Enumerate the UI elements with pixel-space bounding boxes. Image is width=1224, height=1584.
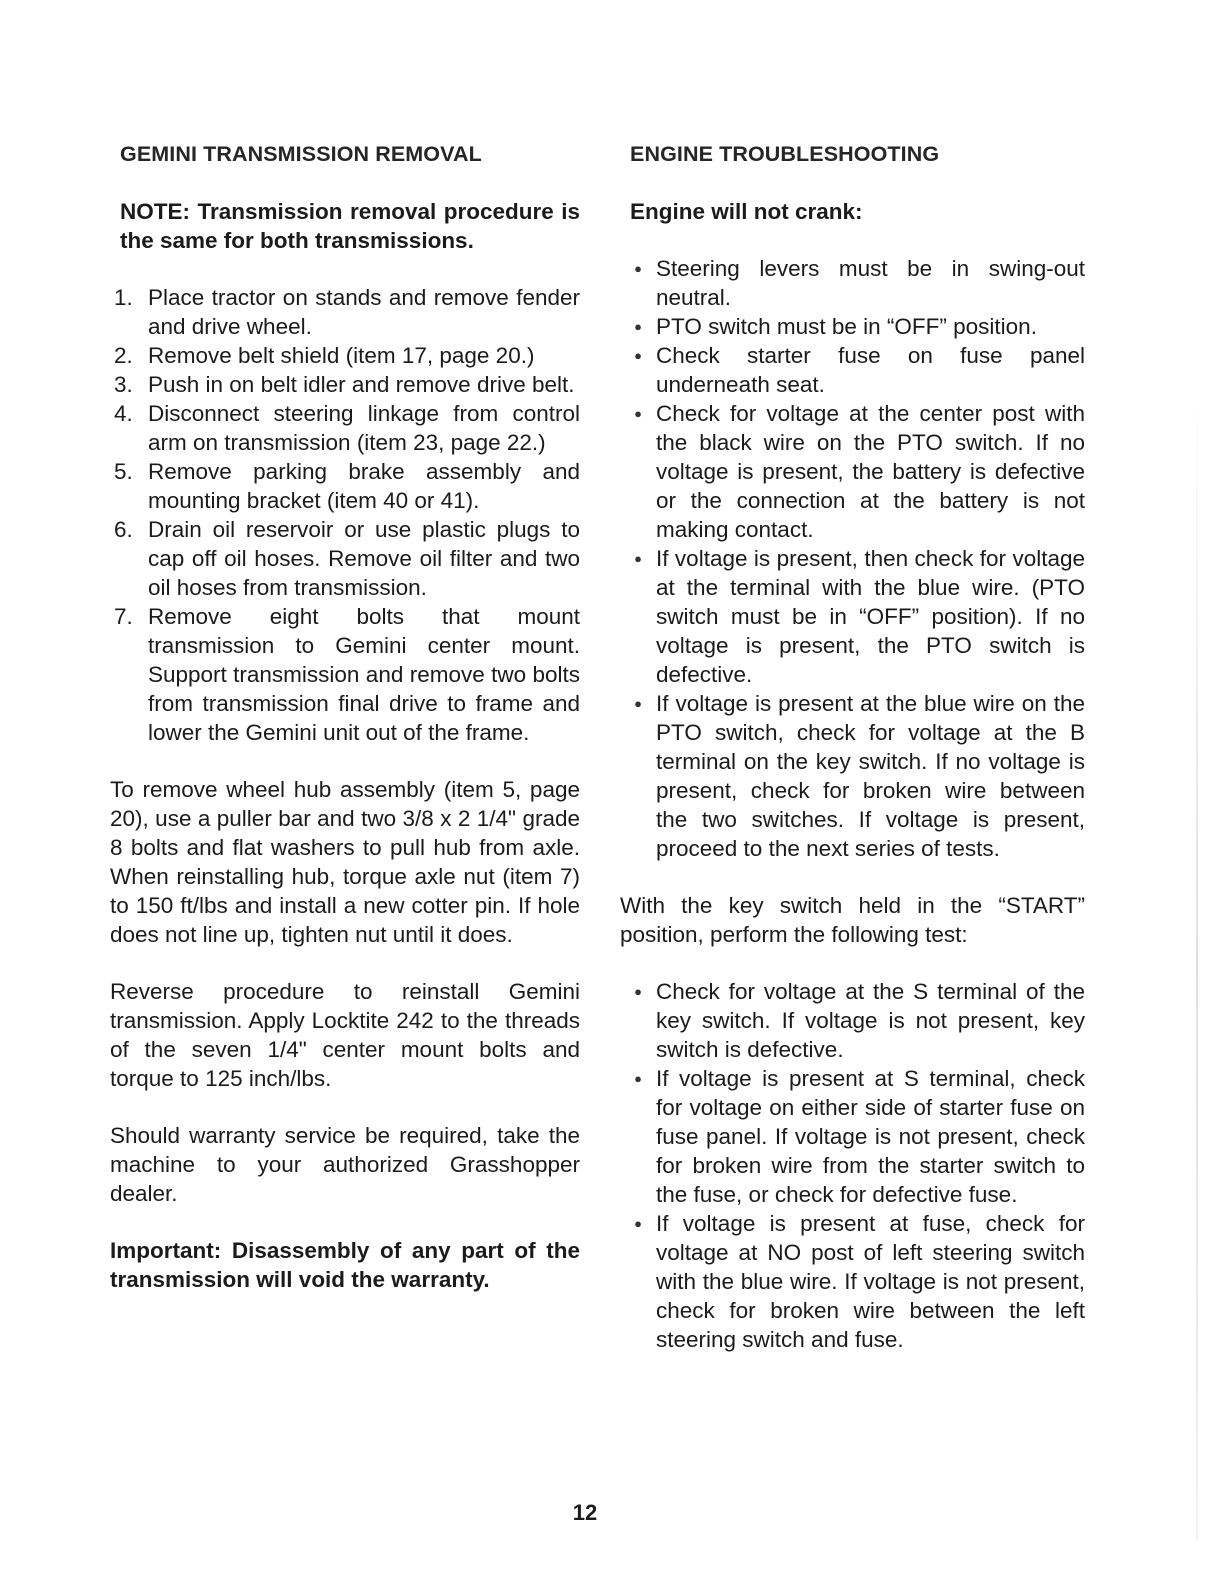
step-text: Place tractor on stands and remove fender and drive wheel. <box>148 285 580 339</box>
list-item <box>110 341 580 370</box>
step-number: 4. <box>114 401 133 426</box>
list-item <box>110 515 580 602</box>
crank-checks-list <box>620 254 1085 863</box>
list-item <box>620 341 1085 399</box>
engine-will-not-crank-subheading: Engine will not crank: <box>630 199 863 224</box>
bullet-text: If voltage is present at fuse, check for voltage at NO post of left steering switch with the blue wire. If voltage is not present, check for broken wire between the left steering switch and fuse. <box>656 1211 1085 1352</box>
list-item <box>620 977 1085 1064</box>
step-number: 5. <box>114 459 133 484</box>
bullet-text: If voltage is present at S terminal, check for voltage on either side of starter fuse on fuse panel. If voltage is not present, check for broken wire from the starter switch to the fuse, or check for defective fuse. <box>656 1066 1085 1207</box>
step-number: 7. <box>114 604 133 629</box>
bullet-icon: ● <box>634 551 642 566</box>
step-text: Remove belt shield (item 17, page 20.) <box>148 343 535 368</box>
list-item <box>620 689 1085 863</box>
list-item <box>620 312 1085 341</box>
step-number: 1. <box>114 285 133 310</box>
bullet-text: Check for voltage at the center post with the black wire on the PTO switch. If no voltage is present, the battery is defective or the connection at the battery is not making contact. <box>656 401 1085 542</box>
page-number: 12 <box>572 1500 598 1525</box>
scan-edge-shadow <box>1196 380 1198 1540</box>
step-text: Disconnect steering linkage from control arm on transmission (item 23, page 22.) <box>148 401 580 455</box>
list-item <box>620 399 1085 544</box>
warranty-important-notice: Important: Disassembly of any part of the transmission will void the warranty. <box>110 1238 580 1292</box>
removal-steps-list <box>110 283 580 747</box>
step-number: 3. <box>114 372 133 397</box>
bullet-text: If voltage is present, then check for voltage at the terminal with the blue wire. (PTO switch must be in “OFF” position). If no voltage is present, the PTO switch is defective. <box>656 546 1085 687</box>
bullet-text: Check starter fuse on fuse panel underneath seat. <box>656 343 1085 397</box>
step-number: 6. <box>114 517 133 542</box>
bullet-text: If voltage is present at the blue wire on the PTO switch, check for voltage at the B terminal on the key switch. If no voltage is present, check for broken wire between the two switches. If voltage is present, proceed to the next series of tests. <box>656 691 1085 861</box>
reinstall-paragraph: Reverse procedure to reinstall Gemini transmission. Apply Locktite 242 to the threads of the seven 1/4" center mount bolts and torque to 125 inch/lbs. <box>110 979 580 1091</box>
list-item <box>110 283 580 341</box>
list-item <box>620 1064 1085 1209</box>
bullet-text: PTO switch must be in “OFF” position. <box>656 314 1037 339</box>
list-item <box>620 544 1085 689</box>
bullet-icon: ● <box>634 348 642 363</box>
bullet-icon: ● <box>634 984 642 999</box>
step-text: Drain oil reservoir or use plastic plugs to cap off oil hoses. Remove oil filter and two oil hoses from transmission. <box>148 517 580 600</box>
warranty-paragraph: Should warranty service be required, take the machine to your authorized Grasshopper dealer. <box>110 1123 580 1206</box>
bullet-icon: ● <box>634 1071 642 1086</box>
list-item <box>110 602 580 747</box>
start-checks-list <box>620 977 1085 1354</box>
transmission-removal-heading: GEMINI TRANSMISSION REMOVAL <box>120 142 482 166</box>
wheel-hub-paragraph: To remove wheel hub assembly (item 5, page 20), use a puller bar and two 3/8 x 2 1/4" grade 8 bolts and flat washers to pull hub from axle. When reinstalling hub, torque axle nut (item 7) to 150 ft/lbs and install a new cotter pin. If hole does not line up, tighten nut until it does. <box>110 777 580 947</box>
transmission-note: NOTE: Transmission removal procedure is the same for both transmissions. <box>120 199 580 253</box>
left-column <box>110 140 580 1294</box>
bullet-icon: ● <box>634 319 642 334</box>
bullet-text: Check for voltage at the S terminal of the key switch. If voltage is not present, key switch is defective. <box>656 979 1085 1062</box>
list-item <box>620 1209 1085 1354</box>
bullet-icon: ● <box>634 261 642 276</box>
list-item <box>110 370 580 399</box>
bullet-icon: ● <box>634 406 642 421</box>
bullet-icon: ● <box>634 696 642 711</box>
engine-troubleshooting-heading: ENGINE TROUBLESHOOTING <box>630 142 940 166</box>
bullet-text: Steering levers must be in swing-out neutral. <box>656 256 1085 310</box>
step-text: Remove eight bolts that mount transmission to Gemini center mount. Support transmission and remove two bolts from transmission final drive to frame and lower the Gemini unit out of the frame. <box>148 604 580 745</box>
list-item <box>110 457 580 515</box>
start-position-paragraph: With the key switch held in the “START” position, perform the following test: <box>620 893 1085 947</box>
list-item <box>110 399 580 457</box>
list-item <box>620 254 1085 312</box>
bullet-icon: ● <box>634 1216 642 1231</box>
step-text: Remove parking brake assembly and mounting bracket (item 40 or 41). <box>148 459 580 513</box>
right-column <box>620 140 1085 1382</box>
step-number: 2. <box>114 343 133 368</box>
step-text: Push in on belt idler and remove drive belt. <box>148 372 575 397</box>
